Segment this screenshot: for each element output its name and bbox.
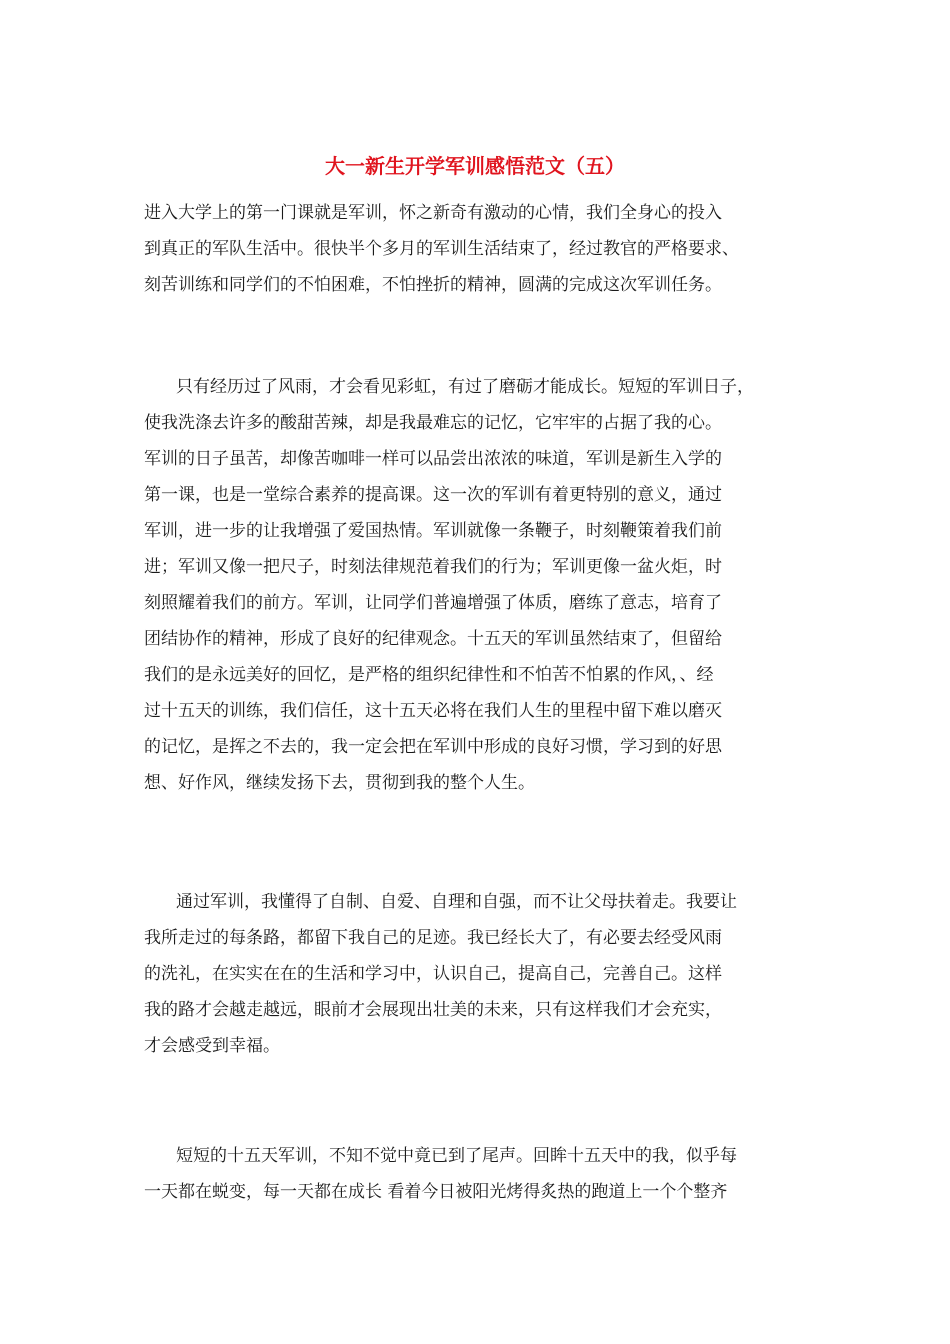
paragraph-2	[144, 369, 824, 801]
text-line: 通过军训，我懂得了自制、自爱、自理和自强，而不让父母扶着走。我要让	[176, 892, 737, 912]
text-line: 只有经历过了风雨，才会看见彩虹，有过了磨砺才能成长。短短的军训日子，	[176, 377, 754, 397]
text-line: 刻照耀着我们的前方。军训，让同学们普遍增强了体质，磨练了意志，培育了	[144, 593, 722, 613]
text-line: 短短的十五天军训，不知不觉中竟已到了尾声。回眸十五天中的我，似乎每	[176, 1146, 737, 1166]
text-line: 一天都在蜕变，每一天都在成长 看着今日被阳光烤得炙热的跑道上一个个整齐	[144, 1182, 728, 1202]
text-line: 军训，进一步的让我增强了爱国热情。军训就像一条鞭子，时刻鞭策着我们前	[144, 521, 722, 541]
text-line: 过十五天的训练，我们信任，这十五天必将在我们人生的里程中留下难以磨灭	[144, 701, 722, 721]
text-line: 刻苦训练和同学们的不怕困难，不怕挫折的精神，圆满的完成这次军训任务。	[144, 275, 722, 295]
text-line: 才会感受到幸福。	[144, 1036, 280, 1056]
document-title: 大一新生开学军训感悟范文（五）	[325, 154, 625, 178]
text-line: 我们的是永远美好的回忆，是严格的组织纪律性和不怕苦不怕累的作风，、经	[144, 665, 714, 685]
text-line: 进入大学上的第一门课就是军训，怀之新奇有激动的心情，我们全身心的投入	[144, 203, 722, 223]
text-line: 的洗礼，在实实在在的生活和学习中，认识自己，提高自己，完善自己。这样	[144, 964, 722, 984]
text-line: 的记忆，是挥之不去的，我一定会把在军训中形成的良好习惯，学习到的好思	[144, 737, 722, 757]
text-line: 我所走过的每条路，都留下我自己的足迹。我已经长大了，有必要去经受风雨	[144, 928, 722, 948]
text-line: 第一课，也是一堂综合素养的提高课。这一次的军训有着更特别的意义，通过	[144, 485, 722, 505]
text-line: 团结协作的精神，形成了良好的纪律观念。十五天的军训虽然结束了，但留给	[144, 629, 722, 649]
paragraph-3	[144, 884, 824, 1064]
text-line: 军训的日子虽苦，却像苦咖啡一样可以品尝出浓浓的味道，军训是新生入学的	[144, 449, 722, 469]
paragraph-1	[144, 195, 824, 303]
text-line: 想、好作风，继续发扬下去，贯彻到我的整个人生。	[144, 773, 535, 793]
paragraph-4	[144, 1138, 824, 1210]
text-line: 进；军训又像一把尺子，时刻法律规范着我们的行为；军训更像一盆火炬，时	[144, 557, 722, 577]
text-line: 使我洗涤去许多的酸甜苦辣，却是我最难忘的记忆，它牢牢的占据了我的心。	[144, 413, 722, 433]
text-line: 到真正的军队生活中。很快半个多月的军训生活结束了，经过教官的严格要求、	[144, 239, 739, 259]
text-line: 我的路才会越走越远，眼前才会展现出壮美的未来，只有这样我们才会充实，	[144, 1000, 722, 1020]
